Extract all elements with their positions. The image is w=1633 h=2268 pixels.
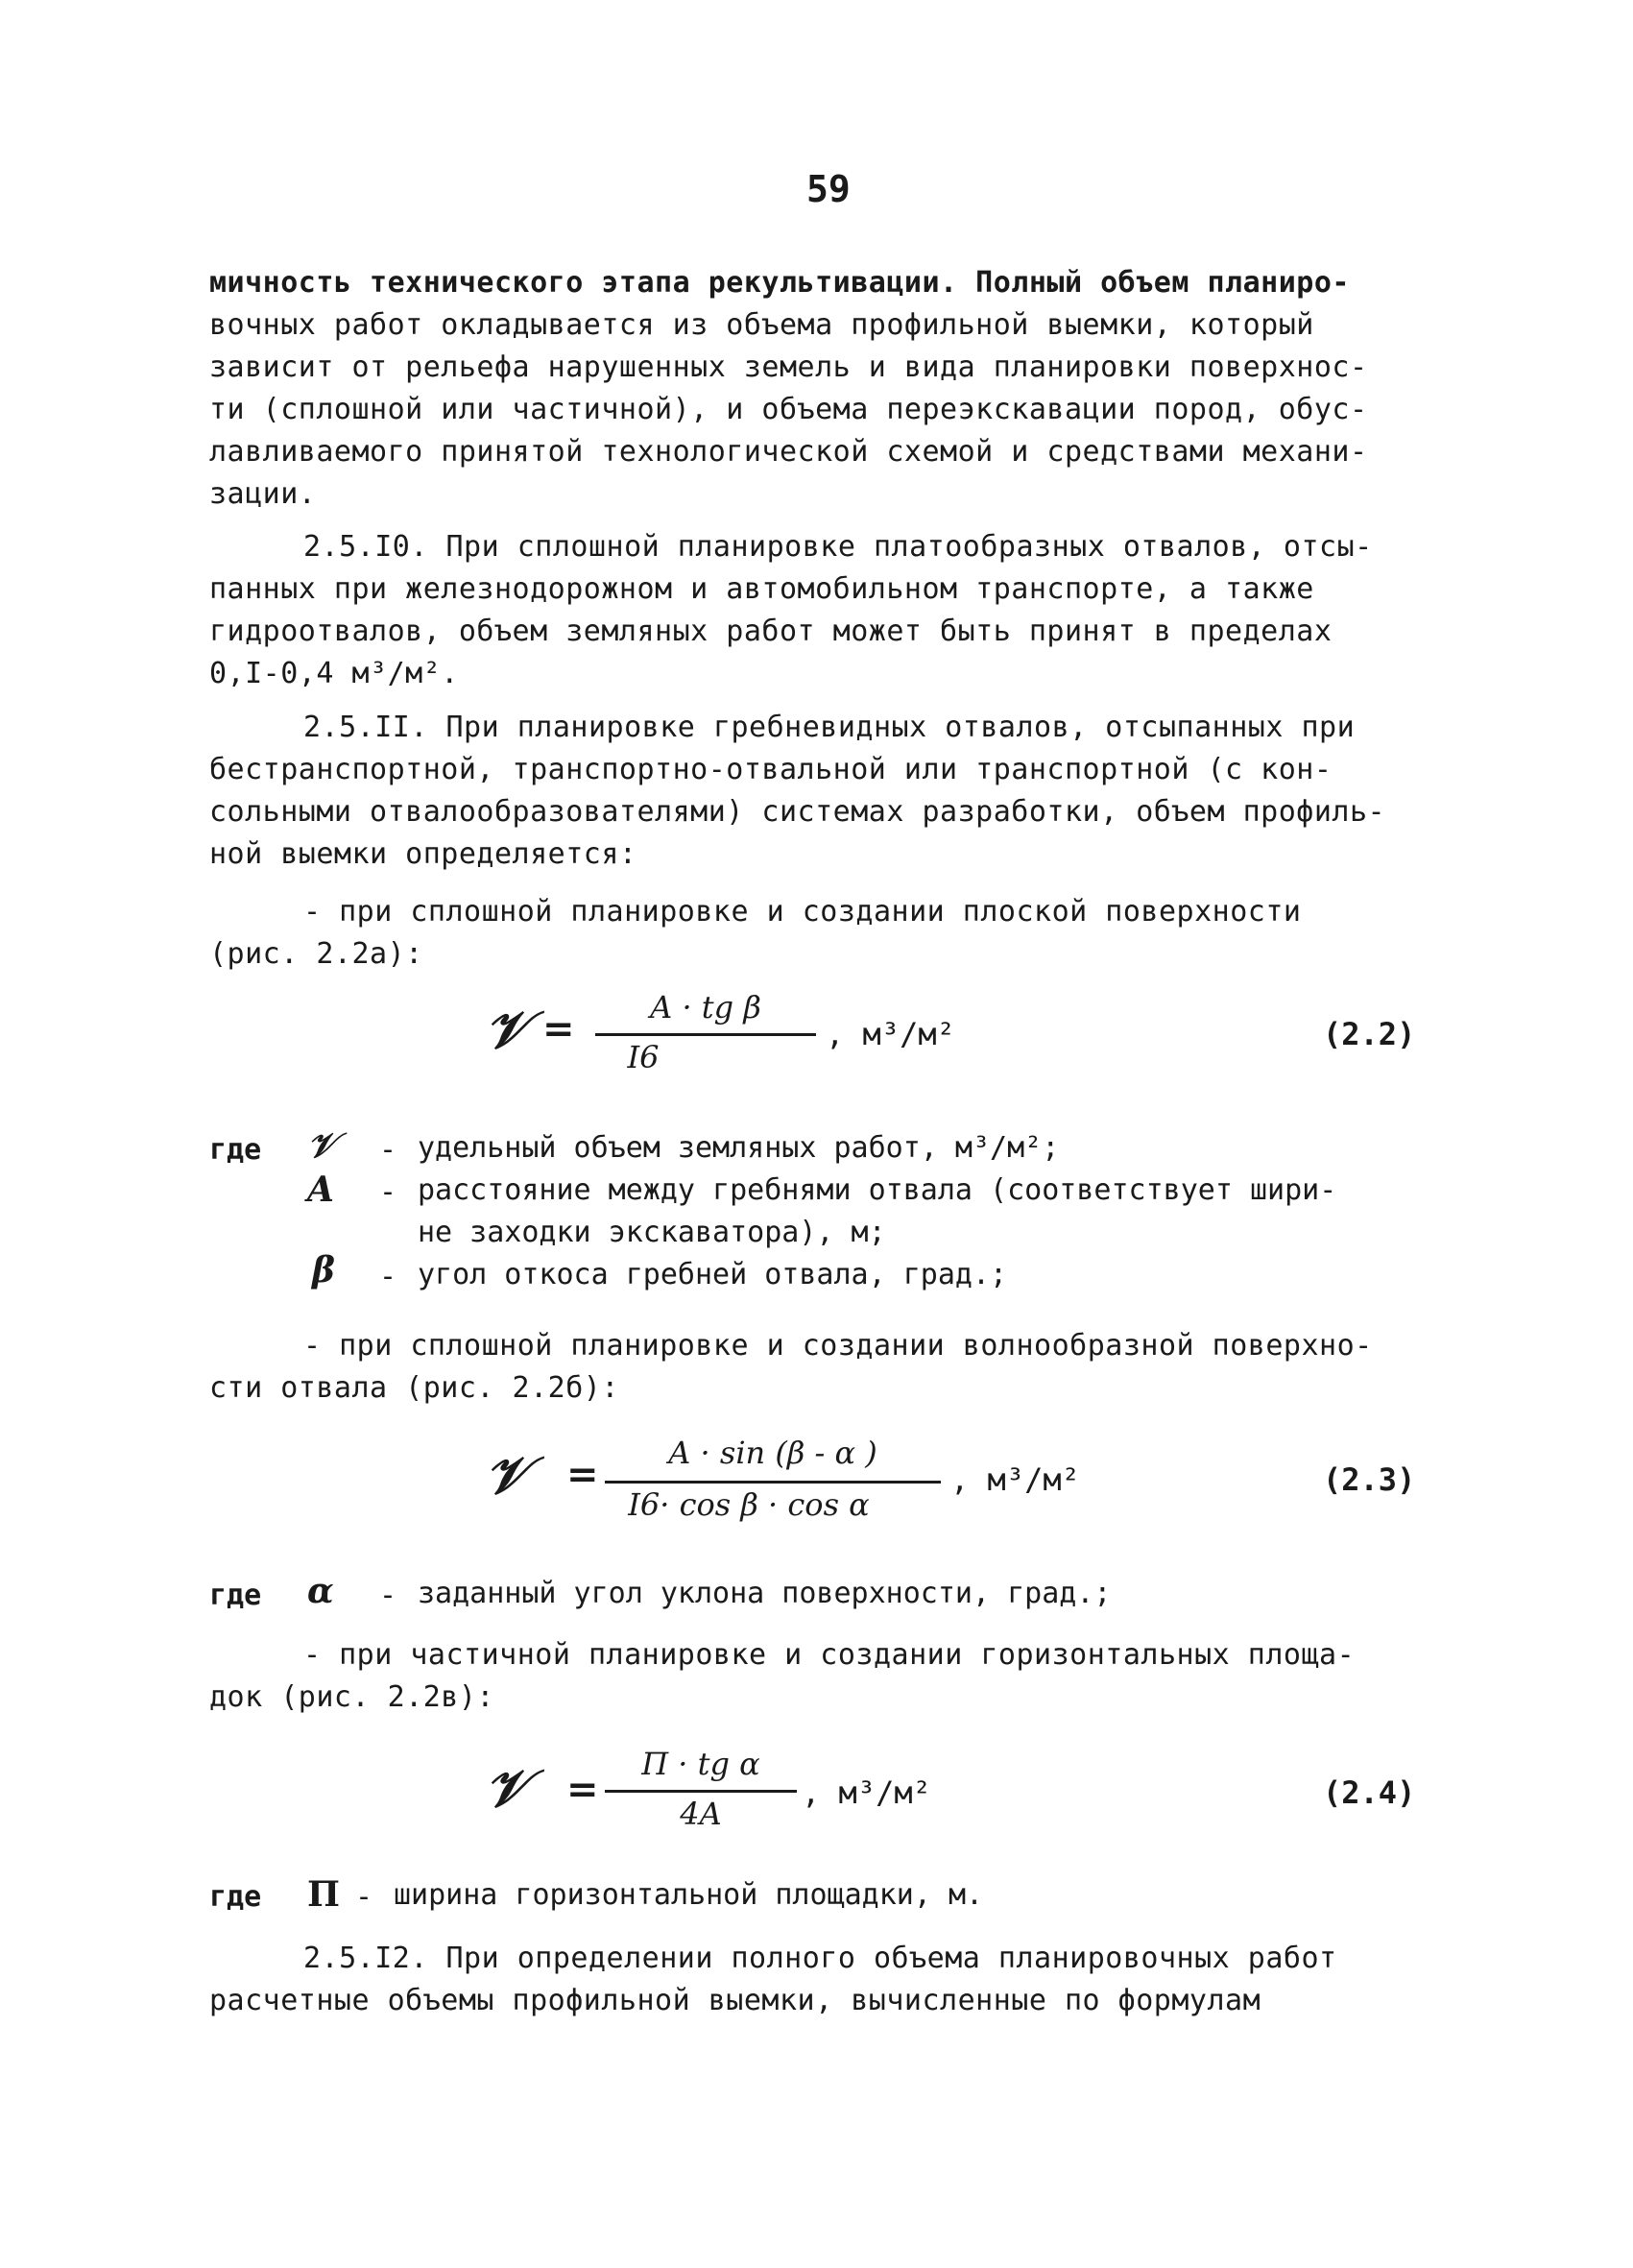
fraction-bar [605,1481,941,1484]
item3-line: док (рис. 2.2в): [209,1680,494,1714]
symbol-beta: β [312,1250,335,1291]
where-label: где [209,1133,262,1167]
formula-unit: , м³/м² [950,1461,1080,1498]
para1-line: вочных работ окладывается из объема профильной выемки, который [209,308,1314,342]
def-dash: - [379,1175,397,1209]
formula-equals: = [542,1006,575,1051]
formula-numerator: A · sin (β - α ) [668,1435,877,1471]
para4-line: расчетные объемы профильной выемки, вычисленные по формулам [209,1984,1261,2017]
formula-numerator: П · tg α [641,1746,760,1782]
para1-line: лавливаемого принятой технологической схемой и средствами механи- [209,435,1368,469]
equation-number: (2.2) [1323,1016,1416,1052]
symbol-v: 𝒱 [307,1125,336,1166]
item1-line: (рис. 2.2а): [209,937,423,971]
def-dash: - [355,1880,373,1914]
formula-unit: , м³/м² [826,1016,955,1052]
para2-line: 2.5.I0. При сплошной планировке платообразных отвалов, отсы- [303,530,1373,564]
formula-equals: = [566,1452,599,1497]
fraction-bar [595,1033,816,1036]
def-dash: - [379,1133,397,1167]
definition-text: заданный угол уклона поверхности, град.; [418,1577,1112,1610]
formula-denominator: I6 [627,1039,660,1075]
item1-line: - при сплошной планировке и создании плоской поверхности [303,895,1302,929]
para3-line: сольными отвалообразователями) системах разработки, объем профиль- [209,795,1386,829]
para1-line: зависит от рельефа нарушенных земель и вида планировки поверхнос- [209,350,1368,384]
where-label: где [209,1579,262,1612]
formula-equals: = [566,1767,599,1812]
where-label: где [209,1880,262,1914]
definition-text: расстояние между гребнями отвала (соответствует шири- [418,1173,1337,1207]
definition-text: ширина горизонтальной площадки, м. [394,1878,984,1912]
equation-number: (2.4) [1323,1774,1416,1811]
item2-line: - при сплошной планировке и создании волнообразной поверхно- [303,1329,1373,1363]
formula-denominator: I6· cos β · cos α [628,1486,870,1523]
definition-text: удельный объем земляных работ, м³/м²; [418,1131,1060,1165]
para1-line: ти (сплошной или частичной), и объема переэкскавации пород, обус- [209,393,1368,426]
para3-line: бестранспортной, транспортно-отвальной или транспортной (с кон- [209,753,1333,786]
para2-line: 0,I-0,4 м³/м². [209,657,459,690]
fraction-bar [605,1790,797,1793]
symbol-alpha: α [307,1571,334,1611]
para1-line: зации. [209,477,317,511]
para3-line: ной выемки определяется: [209,837,637,871]
definition-text: не заходки экскаватора), м; [418,1216,886,1249]
para2-line: гидроотвалов, объем земляных работ может быть принят в пределах [209,615,1333,648]
symbol-a: A [307,1170,334,1210]
para1-line: мичность технического этапа рекультивации. Полный объем планиро- [209,266,1350,300]
formula-denominator: 4A [680,1796,722,1832]
def-dash: - [379,1260,397,1293]
para4-line: 2.5.I2. При определении полного объема планировочных работ [303,1942,1337,1975]
symbol-p: П [307,1874,340,1915]
para3-line: 2.5.II. При планировке гребневидных отвалов, отсыпанных при [303,711,1356,744]
formula-lhs: 𝒱 [485,1757,528,1819]
formula-unit: , м³/м² [802,1774,931,1811]
formula-numerator: A · tg β [650,989,761,1025]
page-number: 59 [806,168,851,210]
def-dash: - [379,1579,397,1612]
para2-line: панных при железнодорожном и автомобильном транспорте, а также [209,572,1314,606]
formula-lhs: 𝒱 [485,999,528,1060]
formula-lhs: 𝒱 [485,1444,528,1506]
item3-line: - при частичной планировке и создании горизонтальных площа- [303,1638,1356,1672]
equation-number: (2.3) [1323,1461,1416,1498]
definition-text: угол откоса гребней отвала, град.; [418,1258,1008,1291]
item2-line: сти отвала (рис. 2.2б): [209,1371,619,1405]
